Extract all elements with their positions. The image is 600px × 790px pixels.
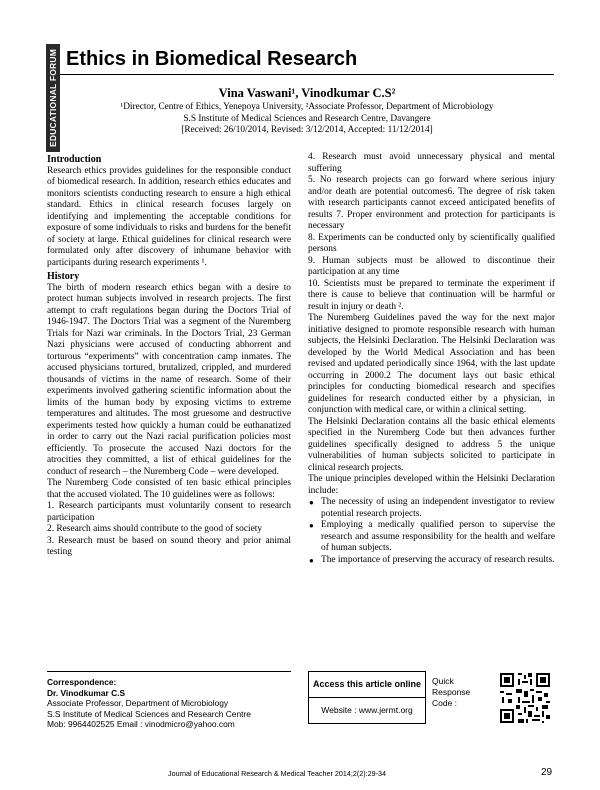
left-column <box>47 152 291 559</box>
guideline-item: 10. Scientists must be prepared to terminate the experiment if there is cause to believe that continuation will be harmful or result in injury or death ². <box>308 278 555 312</box>
list-item: ● Employing a medically qualified person to supervise the research and assume responsibility for the health and welfare of human subjects. <box>308 520 555 555</box>
correspondence-line: S.S Institute of Medical Sciences and Research Centre <box>47 708 251 719</box>
guideline-item: 1. Research participants must voluntarily consent to research participation <box>47 501 291 523</box>
intro-heading: Introduction <box>47 154 102 165</box>
affiliation-line: S.S Institute of Medical Sciences and Research Centre, Davangere <box>183 113 431 124</box>
list-item: ● The importance of preserving the accuracy of research results. <box>308 555 555 567</box>
principles-list <box>308 497 555 566</box>
correspondence-name: Dr. Vinodkumar C.S <box>47 687 126 698</box>
guideline-item: 9. Human subjects must be allowed to discontinue their participation at any time <box>308 255 555 277</box>
affiliations <box>60 102 554 137</box>
history-paragraph: The birth of modern research ethics began with a desire to protect human subjects involved in research projects. The first attempt to craft regulations began during the Doctors Trial of 1946-1947. The Doctors Trial was a segment of the Nuremberg Trials for Nazi war criminals. In the Doctors Trial, 23 German Nazi physicians were accused of conducting abhorrent and torturous “experiments” with concentration camp inmates. The accused physicians tortured, brutalized, crippled, and murdered thousands of victims in the name of research. Some of their experiments involved gathering scientific information about the limits of the human body by exposing victims to extreme temperatures and altitudes. The most gruesome and destructive experiments tested how quickly a human could be euthanatized in order to carry out the Nazi racial purification policies most efficiently. To prosecute the accused Nazi doctors for the atrocities they committed, a list of ethical guidelines for the conduct of research – the Nuremberg Code – were developed. <box>47 282 291 477</box>
qr-label-line: Response <box>432 687 471 697</box>
body-paragraph: The Nuremberg Guidelines paved the way for the next major initiative designed to promote responsible research with human subjects, the Helsinki Declaration. The Helsinki Declaration was developed by the World Medical Association and has been revised and updated periodically since 1964, with the last update occurring in 2000.2 The document lays out basic ethical principles for conducting biomedical research and specifies guidelines for research conducted either by a physician, in conjunction with medical care, or within a clinical setting. <box>308 313 555 415</box>
qr-label-line: Quick <box>432 676 454 686</box>
intro-paragraph: Research ethics provides guidelines for the responsible conduct of biomedical research. In addition, research ethics educates and monitors scientists conducting research to ensure a high ethical standard. Ethics in clinical research focuses largely on identifying and implementing the acceptable conditions for exposure of some individuals to risks and burdens for the benefit of society at large. Ethical guidelines for clinical research were formulated only after discovery of inhumane behavior with participants during research experiments ¹. <box>47 165 291 268</box>
guideline-item: 3. Research must be based on sound theory and prior animal testing <box>47 535 291 557</box>
access-box <box>308 671 426 724</box>
history-heading: History <box>47 271 80 282</box>
page-number: 29 <box>541 767 553 778</box>
correspondence-line: Mob: 9964402525 Email : vinodmicro@yahoo.com <box>47 719 235 729</box>
qr-code-icon[interactable] <box>498 671 552 725</box>
affiliation-line: ¹Director, Centre of Ethics, Yenepoya University, ²Associate Professor, Department of Microbiology <box>120 102 494 112</box>
correspondence-heading: Correspondence: <box>47 677 117 687</box>
list-item: ● The necessity of using an independent investigator to review potential research projects. <box>308 497 555 520</box>
history-paragraph: The Nuremberg Code consisted of ten basic ethical principles that the accused violated. The 10 guidelines were as follows: <box>47 478 291 500</box>
guideline-item: 8. Experiments can be conducted only by scientifically qualified persons <box>308 232 555 254</box>
right-column <box>308 152 555 566</box>
body-paragraph: The Helsinki Declaration contains all the basic ethical elements specified in the Nuremberg Code but then advances further guidelines specifically designed to address 5 the unique vulnerabilities of human subjects solicited to participate in clinical research projects. <box>308 416 555 473</box>
qr-label <box>432 676 470 709</box>
qr-label-line: Code : <box>432 698 458 708</box>
title-divider <box>60 74 554 75</box>
correspondence-line: Associate Professor, Department of Microbiology <box>47 698 229 708</box>
website-link[interactable]: Website : www.jermt.org <box>321 705 413 715</box>
guideline-item: 4. Research must avoid unnecessary physical and mental suffering <box>308 152 555 174</box>
body-paragraph: The unique principles developed within the Helsinki Declaration include: <box>308 474 555 496</box>
guideline-item: 5. No research projects can go forward where serious injury and/or death are potential outcomes6. The degree of risk taken with research participants cannot exceed anticipated benefits of results 7. Proper environment and protection for participants is necessary <box>308 175 555 231</box>
access-heading: Access this article online <box>309 672 425 698</box>
section-label: EDUCATIONAL FORUM <box>48 49 58 147</box>
guideline-item: 2. Research aims should contribute to the good of society <box>47 524 263 534</box>
authors: Vina Vaswani¹, Vinodkumar C.S² <box>218 86 396 100</box>
correspondence-divider <box>47 671 291 672</box>
correspondence-block <box>47 677 291 730</box>
dates: [Received: 26/10/2014, Revised: 3/12/2014, Accepted: 11/12/2014] <box>181 125 433 135</box>
page-title: Ethics in Biomedical Research <box>66 48 358 70</box>
journal-footer: Journal of Educational Research & Medical Teacher 2014;2(2):29-34 <box>168 769 387 778</box>
